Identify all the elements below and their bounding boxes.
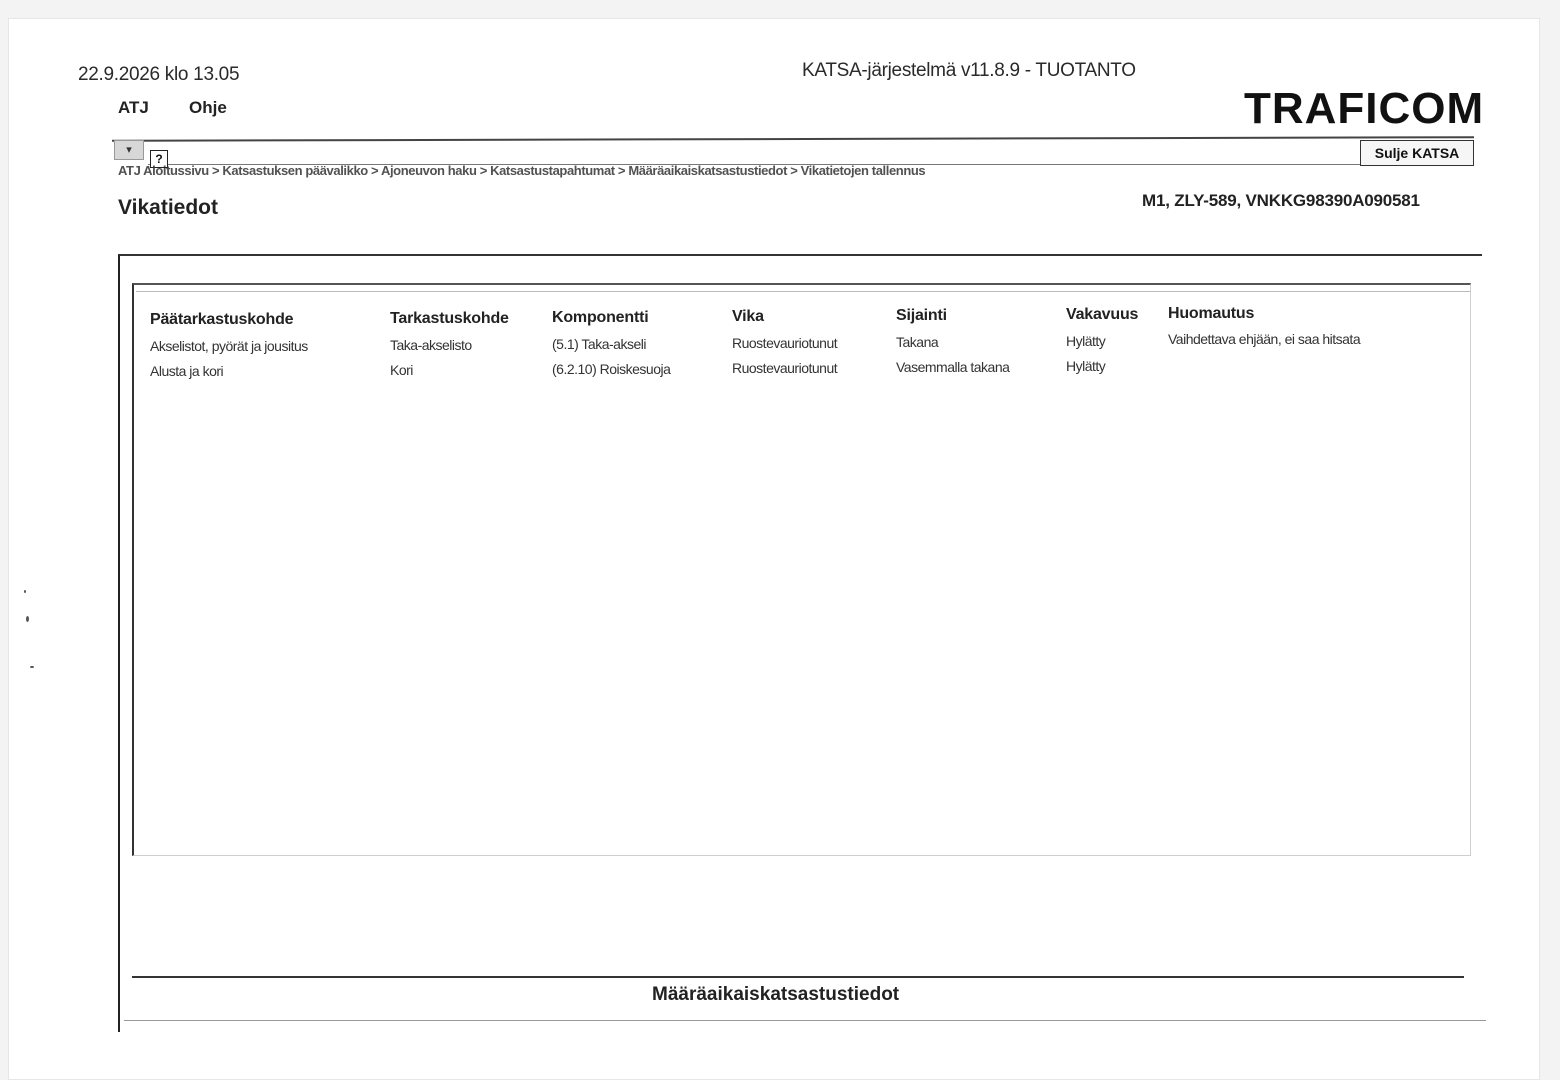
column-header-komponentti: Komponentti [552, 309, 649, 326]
menu-item-ohje[interactable]: Ohje [189, 98, 227, 117]
table-cell: Ruostevauriotunut [732, 360, 838, 376]
scan-speck [24, 590, 26, 593]
help-icon[interactable]: ? [150, 150, 168, 168]
table-cell: (5.1) Taka-akseli [552, 336, 646, 352]
system-title: KATSA-järjestelmä v11.8.9 - TUOTANTO [802, 60, 1136, 81]
toolbar-menu-icon[interactable]: ▾ [114, 140, 144, 160]
table-cell: Hylätty [1066, 358, 1106, 374]
scan-speck [26, 616, 29, 622]
table-cell: Takana [896, 334, 939, 350]
timestamp: 22.9.2026 klo 13.05 [78, 64, 240, 85]
column-header-vika: Vika [732, 308, 764, 325]
column-header-sijainti: Sijainti [896, 307, 947, 324]
page-title: Vikatiedot [118, 196, 218, 219]
section-divider [132, 976, 1464, 978]
section-title[interactable]: Määräaikaiskatsastustiedot [652, 984, 900, 1005]
table-cell: Taka-akselisto [390, 337, 472, 353]
scan-speck [30, 666, 34, 668]
menu-item-atj[interactable]: ATJ [118, 98, 149, 117]
table-cell: Hylätty [1066, 333, 1106, 349]
table-cell: Akselistot, pyörät ja jousitus [150, 338, 308, 354]
table-cell: (6.2.10) Roiskesuoja [552, 361, 671, 377]
vehicle-identifier: M1, ZLY-589, VNKKG98390A090581 [1142, 191, 1420, 210]
table-cell: Vasemmalla takana [896, 359, 1010, 375]
table-cell: Kori [390, 362, 413, 378]
section-divider-lower [124, 1020, 1486, 1021]
table-cell: Vaihdettava ehjään, ei saa hitsata [1168, 331, 1361, 347]
column-header-huomautus: Huomautus [1168, 305, 1255, 322]
close-katsa-button[interactable]: Sulje KATSA [1360, 140, 1474, 166]
column-header-paatarkastuskohde: Päätarkastuskohde [150, 311, 294, 328]
traficom-logo: TRAFICOM [1244, 84, 1485, 133]
column-header-tarkastuskohde: Tarkastuskohde [390, 310, 509, 327]
breadcrumb[interactable]: ATJ Aloitussivu > Katsastuksen päävalikko > Ajoneuvon haku > Katsastustapahtumat > Määräaikaiskatsastustiedot > Vikatietojen tallennus [118, 163, 926, 178]
table-cell: Alusta ja kori [150, 363, 224, 379]
table-cell: Ruostevauriotunut [732, 335, 838, 351]
column-header-vakavuus: Vakavuus [1066, 306, 1139, 323]
